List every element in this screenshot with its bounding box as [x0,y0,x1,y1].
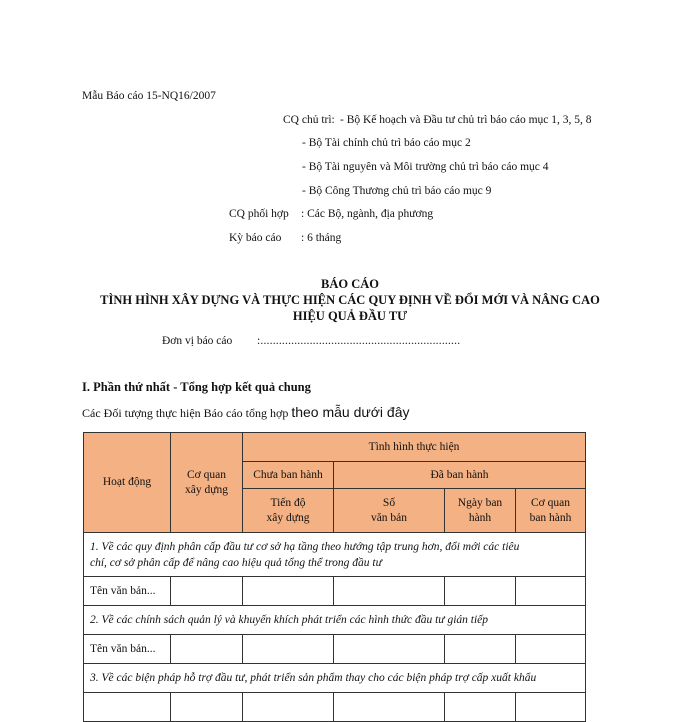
intro-line [82,404,410,421]
row-label-1: Tên văn bản... [84,577,171,606]
header-so-van-ban [334,489,445,533]
header-so-van-ban-line-1: Số [382,496,396,509]
intro-text: Các Đối tượng thực hiện Báo cáo tổng hợp [82,406,292,420]
cq-chu-tri-line-2: - Bộ Tài chính chủ trì báo cáo mục 2 [302,137,471,149]
table-cell[interactable] [243,635,334,664]
table-row [84,635,586,664]
header-da-ban-hanh: Đã ban hành [334,462,586,489]
table-cell[interactable] [171,635,243,664]
header-ngay-ban-hanh-line-1: Ngày ban [457,496,503,509]
table-section-row [84,664,586,693]
cq-chu-tri-label: CQ chủ trì: [283,114,335,126]
report-heading [60,276,640,324]
don-vi-value: :................................................................. [257,335,461,347]
table-cell[interactable] [445,693,516,722]
table-cell[interactable] [171,693,243,722]
section-heading-3: 3. Về các biện pháp hỗ trợ đầu tư, phát triển sản phẩm thay cho các biện pháp trợ cấp xuất khẩu [84,664,586,693]
table-cell[interactable] [334,693,445,722]
cq-chu-tri-line-3: - Bộ Tài nguyên và Môi trường chủ trì báo cáo mục 4 [302,161,549,173]
table-cell[interactable] [516,693,586,722]
section-heading-1-line-2: chí, cơ sở phân cấp để nâng cao hiệu quả tổng thể trong đầu tư [90,556,382,569]
header-ngay-ban-hanh-line-2: hành [468,511,492,524]
don-vi-label: Đơn vị báo cáo [162,335,233,347]
table-cell[interactable] [334,577,445,606]
header-chua-ban-hanh: Chưa ban hành [243,462,334,489]
table-section-row [84,606,586,635]
table-cell[interactable] [334,635,445,664]
summary-table [83,432,586,722]
header-co-quan-ban-hanh [516,489,586,533]
section-heading-1 [84,533,586,577]
section-title: I. Phần thứ nhất - Tổng hợp kết quả chung [82,380,311,394]
report-title: BÁO CÁO [321,277,379,291]
ky-bao-cao-value: : 6 tháng [301,232,342,244]
table-row [84,693,586,722]
intro-emphasis: theo mẫu dưới đây [291,404,410,420]
row-label-2: Tên văn bản... [84,635,171,664]
header-co-quan-xay-dung-line-2: xây dựng [185,483,228,496]
header-so-van-ban-line-2: văn bản [370,511,408,524]
table-cell[interactable] [516,635,586,664]
table-cell[interactable] [445,635,516,664]
table-cell[interactable] [445,577,516,606]
header-tien-do-line-2: xây dựng [266,511,310,524]
header-tien-do [243,489,334,533]
report-subtitle-line-2: HIỆU QUẢ ĐẦU TƯ [292,309,408,323]
section-heading-2: 2. Về các chính sách quản lý và khuyến khích phát triển các hình thức đầu tư gián tiếp [84,606,586,635]
table-row [84,577,586,606]
section-heading-1-line-1: 1. Về các quy định phân cấp đầu tư cơ sở hạ tầng theo hướng tập trung hơn, đổi mới các tiêu [90,540,520,553]
cq-phoi-hop-value: : Các Bộ, ngành, địa phương [301,208,434,220]
ky-bao-cao-label: Kỳ báo cáo [229,232,282,244]
cq-phoi-hop-label: CQ phối hợp [229,208,289,220]
report-subtitle-line-1: TÌNH HÌNH XÂY DỰNG VÀ THỰC HIỆN CÁC QUY ĐỊNH VỀ ĐỔI MỚI VÀ NÂNG CAO [100,293,600,307]
header-co-quan-ban-hanh-line-2: ban hành [529,511,572,524]
header-co-quan-ban-hanh-line-1: Cơ quan [531,496,570,509]
table-cell[interactable] [243,577,334,606]
table-cell[interactable] [243,693,334,722]
header-co-quan-xay-dung-line-1: Cơ quan [187,468,226,481]
table-cell[interactable] [516,577,586,606]
cq-chu-tri-line-4: - Bộ Công Thương chủ trì báo cáo mục 9 [302,185,492,197]
header-tien-do-line-1: Tiến độ [270,496,306,509]
table-section-row [84,533,586,577]
header-co-quan-xay-dung [171,433,243,533]
form-code: Mẫu Báo cáo 15-NQ16/2007 [82,90,216,102]
cq-chu-tri-line-1: - Bộ Kế hoạch và Đầu tư chủ trì báo cáo mục 1, 3, 5, 8 [340,114,592,126]
header-ngay-ban-hanh [445,489,516,533]
table-cell[interactable] [171,577,243,606]
header-hoat-dong: Hoạt động [84,433,171,533]
table-cell[interactable] [84,693,171,722]
header-tinh-hinh-thuc-hien: Tình hình thực hiện [243,433,586,462]
